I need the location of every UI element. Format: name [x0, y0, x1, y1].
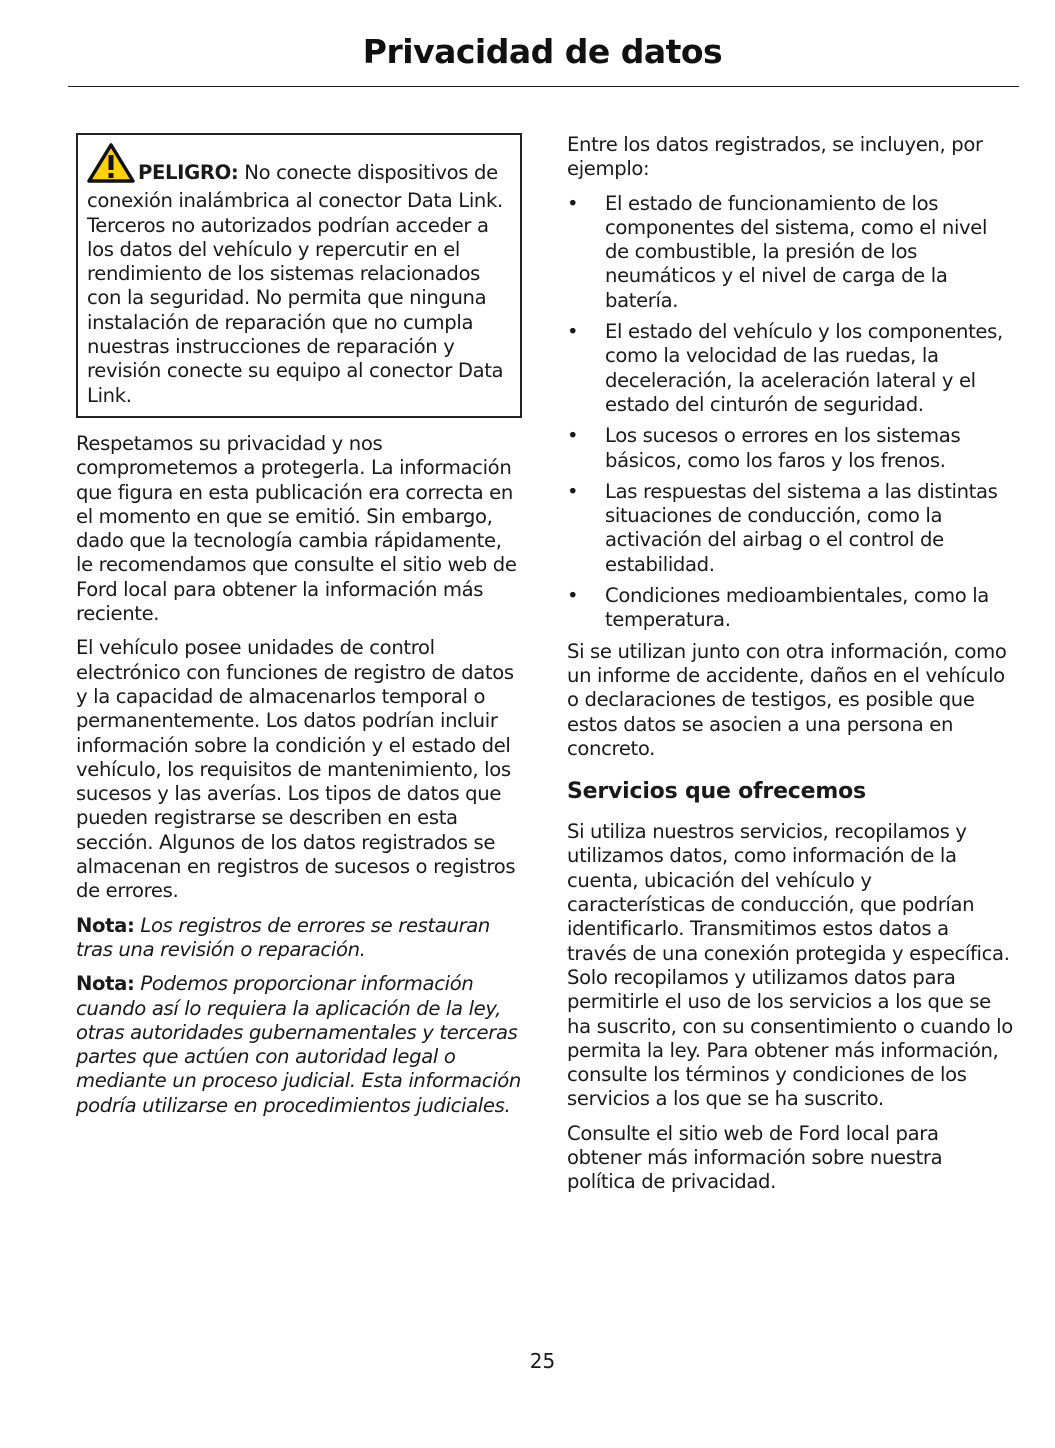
warning-body: No conecte dispositivos de conexión inalámbrica al conector Data Link. Terceros no autorizados podrían acceder a los datos del vehículo y repercutir en el rendimiento de los sistemas relacionados con la seguridad. No permita que ninguna instalación de reparación que no cumpla nuestras instrucciones de reparación y revisión conecte su equipo al conector Data Link.	[87, 161, 504, 407]
association-paragraph: Si se utilizan junto con otra información, como un informe de accidente, daños en el vehículo o declaraciones de testigos, es posible que estos datos se asocien a una persona en concreto.	[567, 639, 1007, 760]
privacy-paragraph: Respetamos su privacidad y nos comprometemos a protegerla. La información que figura en esta publicación era correcta en el momento en que se emitió. Sin embargo, dado que la tecnología cambia rápidamente, le recomendamos que consulte el sitio web de Ford local para obtener la información más reciente.	[76, 431, 517, 626]
recorded-data-list	[567, 192, 1014, 633]
section-heading: Servicios que ofrecemos	[567, 779, 866, 805]
right-column	[567, 133, 1014, 1205]
page-title: Privacidad de datos	[362, 32, 723, 71]
note-text: Los registros de errores se restauran tras una revisión o reparación.	[76, 913, 490, 961]
list-item	[567, 584, 1014, 633]
note-legal	[76, 972, 522, 1118]
list-item-text: Condiciones medioambientales, como la temperatura.	[605, 584, 989, 632]
list-item-text: El estado del vehículo y los componentes, como la velocidad de las ruedas, la deceleración, la aceleración lateral y el estado del cinturón de seguridad.	[605, 320, 1003, 416]
list-item	[567, 192, 1014, 313]
warning-triangle-icon	[87, 143, 135, 189]
bullet-marker: •	[567, 320, 579, 344]
warning-box	[76, 133, 522, 418]
bullet-marker: •	[567, 424, 579, 448]
page-number: 25	[529, 1349, 556, 1373]
note-label: Nota:	[76, 913, 135, 937]
list-item-text: Los sucesos o errores en los sistemas básicos, como los faros y los frenos.	[605, 424, 961, 472]
note-error-logs	[76, 914, 522, 963]
left-column	[76, 133, 522, 1128]
note-label: Nota:	[76, 972, 135, 996]
recorded-data-intro: Entre los datos registrados, se incluyen, por ejemplo:	[567, 133, 983, 181]
warning-text-block	[87, 143, 512, 408]
bullet-marker: •	[567, 191, 579, 215]
bullet-marker: •	[567, 479, 579, 503]
list-item-text: El estado de funcionamiento de los componentes del sistema, como el nivel de combustible, la presión de los neumáticos y el nivel de carga de la batería.	[605, 191, 988, 312]
title-divider	[68, 86, 1019, 87]
note-text: Podemos proporcionar información cuando así lo requiera la aplicación de la ley, otras autoridades gubernamentales y terceras partes que actúen con autoridad legal o mediante un proceso judicial. Esta información podría utilizarse en procedimientos judiciales.	[76, 972, 522, 1117]
list-item-text: Las respuestas del sistema a las distintas situaciones de conducción, como la activación del airbag o el control de estabilidad.	[605, 479, 998, 576]
data-recording-paragraph: El vehículo posee unidades de control electrónico con funciones de registro de datos y la capacidad de almacenarlos temporal o permanentemente. Los datos podrían incluir información sobre la condición y el estado del vehículo, los requisitos de mantenimiento, los sucesos y las averías. Los tipos de datos que pueden registrarse se describen en esta sección. Algunos de los datos registrados se almacenan en registros de sucesos o registros de errores.	[76, 636, 516, 903]
warning-label: PELIGRO:	[138, 161, 239, 184]
list-item	[567, 320, 1014, 417]
bullet-marker: •	[567, 584, 579, 608]
services-paragraph: Si utiliza nuestros servicios, recopilamos y utilizamos datos, como información de la cuenta, ubicación del vehículo y características de conducción, que podrían identificarlo. Transmitimos estos datos a través de una conexión protegida y específica. Solo recopilamos y utilizamos datos para permitirle el uso de los servicios a los que se ha suscrito, con su consentimiento o cuando lo permita la ley. Para obtener más información, consulte los términos y condiciones de los servicios a los que se ha suscrito.	[567, 820, 1013, 1111]
list-item	[567, 424, 1014, 473]
privacy-policy-paragraph: Consulte el sitio web de Ford local para obtener más información sobre nuestra política de privacidad.	[567, 1121, 943, 1194]
list-item	[567, 480, 1014, 577]
